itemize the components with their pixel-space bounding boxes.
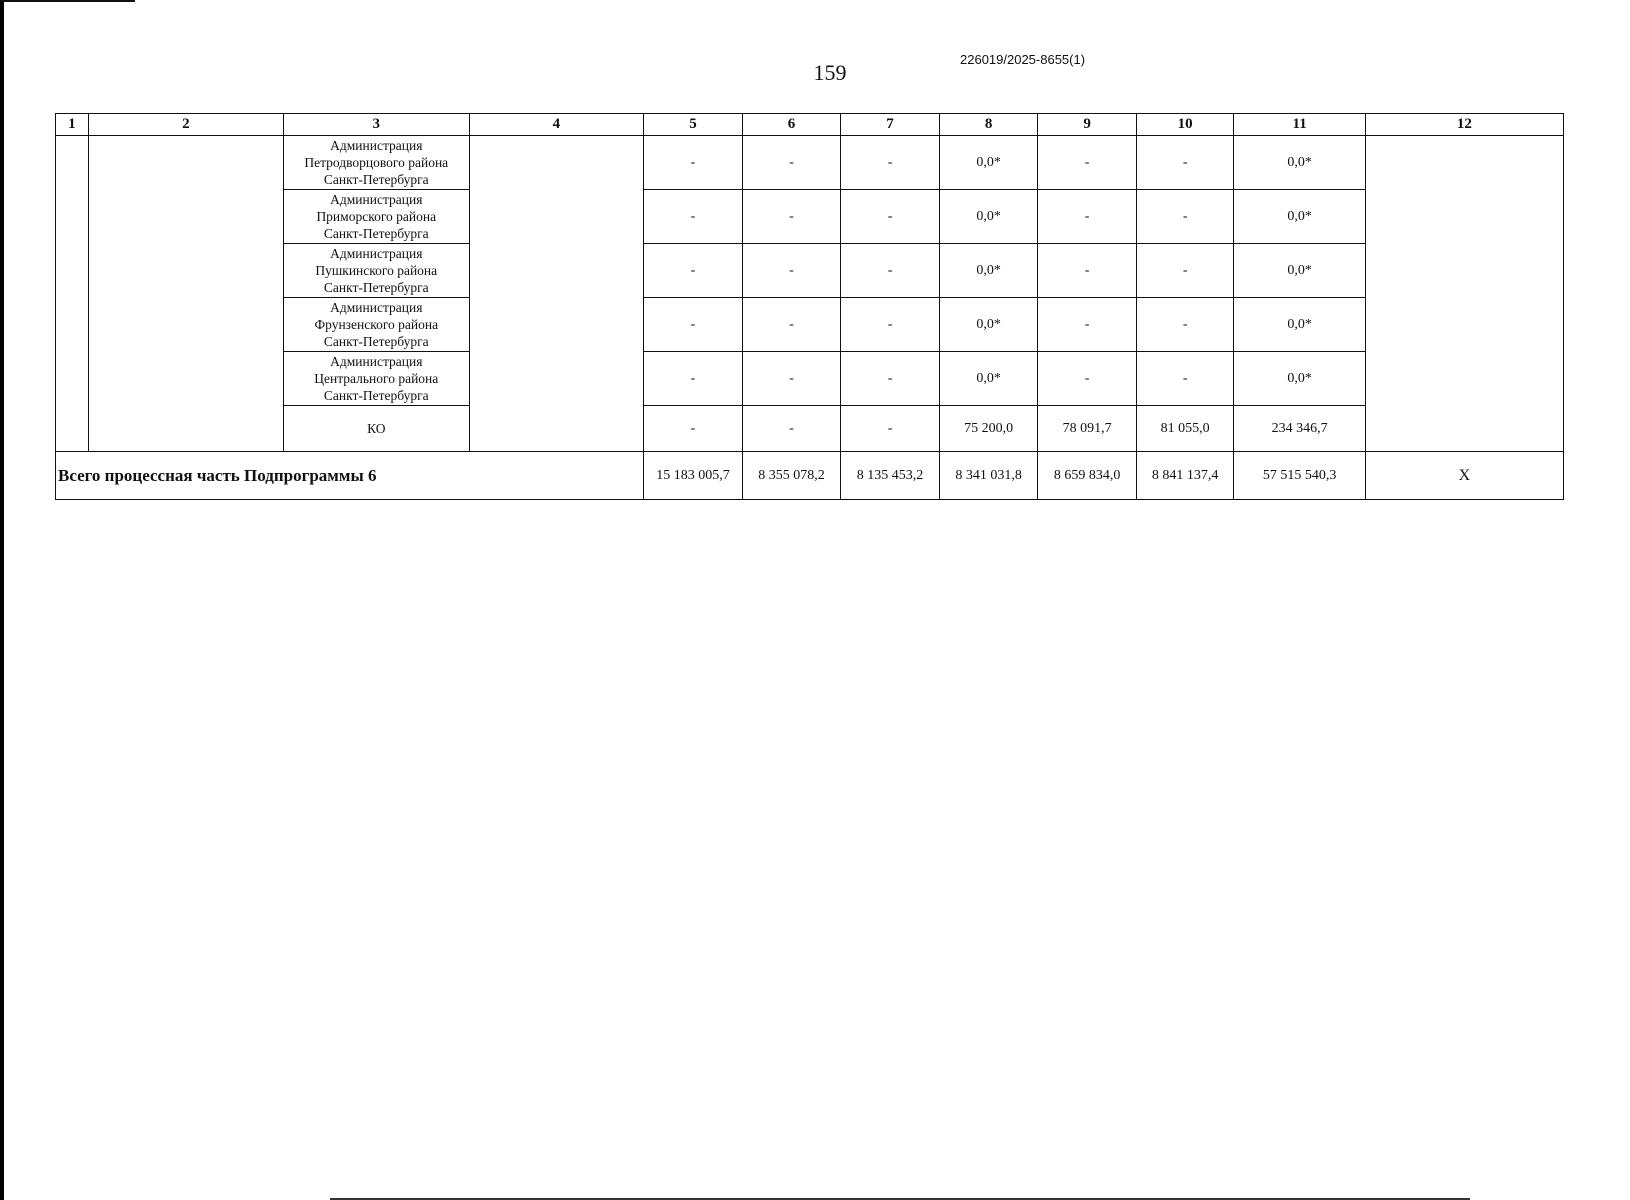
org-cell xyxy=(283,136,469,190)
value-cell: 0,0* xyxy=(1234,244,1365,298)
value-cell: - xyxy=(841,352,940,406)
value-cell: - xyxy=(841,406,940,452)
total-col12-cell: X xyxy=(1365,452,1563,500)
value-cell: 0,0* xyxy=(939,136,1038,190)
total-value-cell: 8 341 031,8 xyxy=(939,452,1038,500)
value-cell: - xyxy=(644,298,743,352)
value-cell: - xyxy=(742,136,841,190)
col12-merged-cell xyxy=(1365,136,1563,452)
value-cell: - xyxy=(841,136,940,190)
value-cell: - xyxy=(742,190,841,244)
header-row xyxy=(56,114,1564,136)
scan-edge-left xyxy=(0,0,4,1200)
value-cell: 234 346,7 xyxy=(1234,406,1365,452)
value-cell: - xyxy=(742,244,841,298)
total-label: Всего процессная часть Подпрограммы 6 xyxy=(56,452,644,500)
header-cell: 4 xyxy=(469,114,644,136)
value-cell: - xyxy=(1038,136,1137,190)
org-cell xyxy=(283,190,469,244)
value-cell: - xyxy=(1038,190,1137,244)
total-value-cell: 8 135 453,2 xyxy=(841,452,940,500)
col1-merged-cell xyxy=(56,136,89,452)
value-cell: 0,0* xyxy=(939,352,1038,406)
header-cell: 11 xyxy=(1234,114,1365,136)
header-cell: 6 xyxy=(742,114,841,136)
org-line: Администрация xyxy=(330,192,423,207)
scan-edge-top xyxy=(0,0,135,2)
org-cell xyxy=(283,352,469,406)
total-value-cell: 15 183 005,7 xyxy=(644,452,743,500)
org-line: Санкт-Петербурга xyxy=(323,172,429,187)
org-line: Петродворцового района xyxy=(304,155,449,170)
budget-table xyxy=(55,113,1564,500)
header-cell: 2 xyxy=(88,114,283,136)
value-cell: - xyxy=(644,136,743,190)
value-cell: - xyxy=(742,352,841,406)
value-cell: 0,0* xyxy=(1234,352,1365,406)
header-cell: 9 xyxy=(1038,114,1137,136)
value-cell: 0,0* xyxy=(1234,190,1365,244)
table-row xyxy=(56,136,1564,190)
total-value-cell: 8 659 834,0 xyxy=(1038,452,1137,500)
value-cell: - xyxy=(841,244,940,298)
org-line: КО xyxy=(367,421,386,436)
page-number: 159 xyxy=(813,60,847,85)
org-cell xyxy=(283,298,469,352)
header-cell: 12 xyxy=(1365,114,1563,136)
org-cell xyxy=(283,244,469,298)
value-cell: - xyxy=(644,352,743,406)
org-line: Администрация xyxy=(330,300,423,315)
value-cell: - xyxy=(1136,352,1234,406)
header-cell: 3 xyxy=(283,114,469,136)
value-cell: - xyxy=(1136,244,1234,298)
value-cell: - xyxy=(644,244,743,298)
org-line: Санкт-Петербурга xyxy=(323,280,429,295)
org-line: Центрального района xyxy=(314,371,439,386)
value-cell: - xyxy=(644,406,743,452)
value-cell: 78 091,7 xyxy=(1038,406,1137,452)
value-cell: - xyxy=(1136,190,1234,244)
total-value-cell: 57 515 540,3 xyxy=(1234,452,1365,500)
org-line: Приморского района xyxy=(316,209,437,224)
value-cell: - xyxy=(1136,298,1234,352)
org-line: Пушкинского района xyxy=(315,263,438,278)
value-cell: 81 055,0 xyxy=(1136,406,1234,452)
value-cell: 0,0* xyxy=(939,244,1038,298)
value-cell: - xyxy=(841,298,940,352)
header-cell: 10 xyxy=(1136,114,1234,136)
total-value-cell: 8 841 137,4 xyxy=(1136,452,1234,500)
value-cell: - xyxy=(1038,298,1137,352)
value-cell: - xyxy=(742,298,841,352)
header-cell: 1 xyxy=(56,114,89,136)
total-row xyxy=(56,452,1564,500)
header-cell: 8 xyxy=(939,114,1038,136)
header-cell: 7 xyxy=(841,114,940,136)
col2-merged-cell xyxy=(88,136,283,452)
org-line: Администрация xyxy=(330,354,423,369)
value-cell: 75 200,0 xyxy=(939,406,1038,452)
col4-merged-cell xyxy=(469,136,644,452)
value-cell: 0,0* xyxy=(1234,136,1365,190)
org-line: Санкт-Петербурга xyxy=(323,226,429,241)
value-cell: 0,0* xyxy=(939,298,1038,352)
org-cell xyxy=(283,406,469,452)
value-cell: - xyxy=(1038,244,1137,298)
header-cell: 5 xyxy=(644,114,743,136)
org-line: Администрация xyxy=(330,246,423,261)
value-cell: 0,0* xyxy=(1234,298,1365,352)
value-cell: - xyxy=(1136,136,1234,190)
org-line: Санкт-Петербурга xyxy=(323,388,429,403)
value-cell: 0,0* xyxy=(939,190,1038,244)
document-id: 226019/2025-8655(1) xyxy=(960,52,1086,67)
value-cell: - xyxy=(644,190,743,244)
value-cell: - xyxy=(1038,352,1137,406)
value-cell: - xyxy=(841,190,940,244)
total-value-cell: 8 355 078,2 xyxy=(742,452,841,500)
org-line: Администрация xyxy=(330,138,423,153)
org-line: Фрунзенского района xyxy=(314,317,439,332)
org-line: Санкт-Петербурга xyxy=(323,334,429,349)
value-cell: - xyxy=(742,406,841,452)
